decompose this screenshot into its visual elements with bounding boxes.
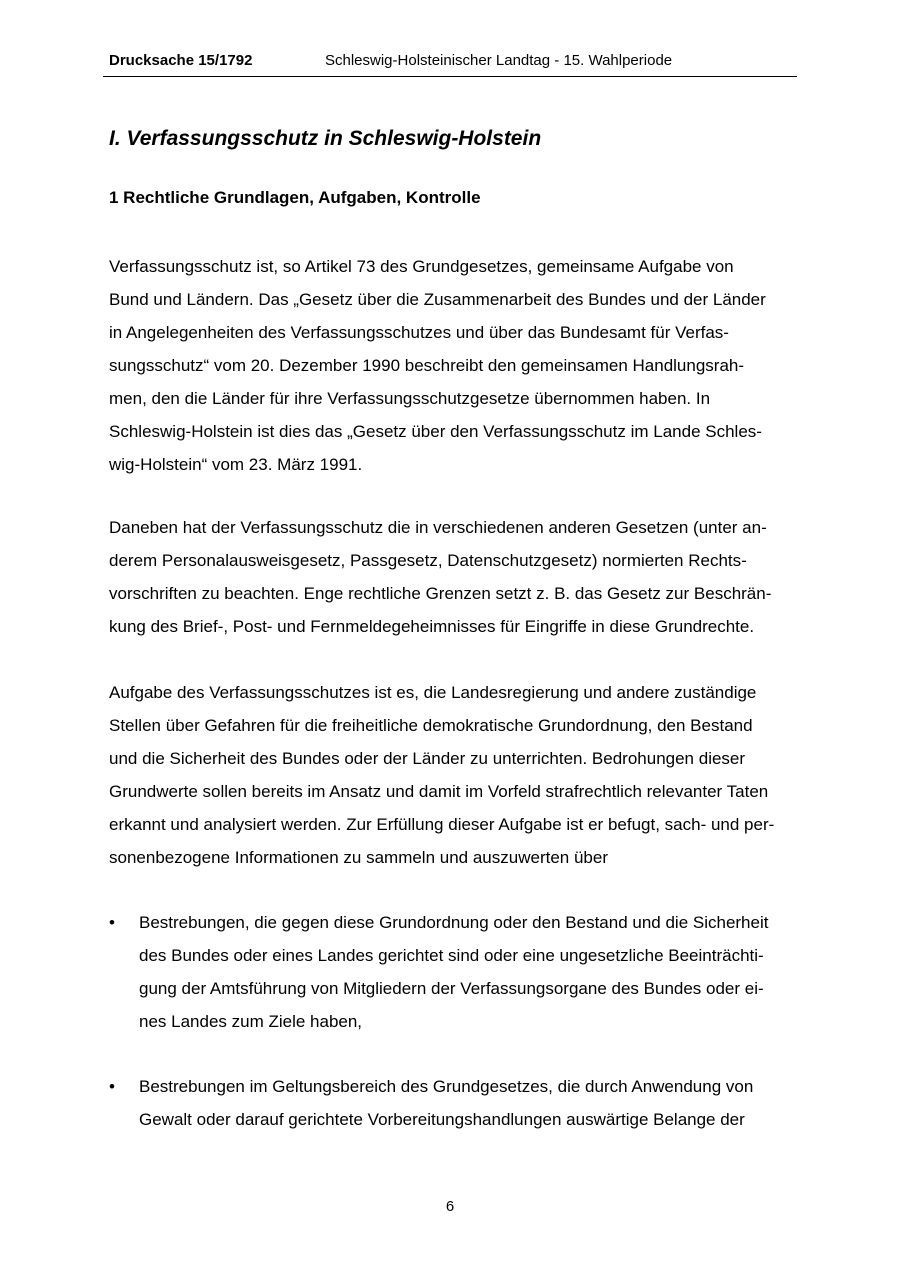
text-line: vorschriften zu beachten. Enge rechtliche Grenzen setzt z. B. das Gesetz zur Beschrän- bbox=[109, 584, 772, 603]
text-line: Stellen über Gefahren für die freiheitliche demokratische Grundordnung, den Bestand bbox=[109, 716, 753, 735]
text-line: Bund und Ländern. Das „Gesetz über die Zusammenarbeit des Bundes und der Länder bbox=[109, 290, 766, 309]
section-heading: I. Verfassungsschutz in Schleswig-Holstein bbox=[109, 127, 542, 150]
text-line: sonenbezogene Informationen zu sammeln und auszuwerten über bbox=[109, 848, 608, 867]
bullet-marker: • bbox=[109, 913, 115, 932]
parliament-title: Schleswig-Holsteinischer Landtag - 15. Wahlperiode bbox=[325, 52, 673, 69]
text-line: derem Personalausweisgesetz, Passgesetz, Datenschutzgesetz) normierten Rechts- bbox=[109, 551, 747, 570]
text-line: Verfassungsschutz ist, so Artikel 73 des Grundgesetzes, gemeinsame Aufgabe von bbox=[109, 257, 734, 276]
bullet-marker: • bbox=[109, 1077, 115, 1096]
text-line: wig-Holstein“ vom 23. März 1991. bbox=[109, 455, 363, 474]
text-line: Gewalt oder darauf gerichtete Vorbereitungshandlungen auswärtige Belange der bbox=[139, 1110, 745, 1129]
text-line: nes Landes zum Ziele haben, bbox=[139, 1012, 363, 1031]
page-header bbox=[103, 52, 797, 77]
text-line: und die Sicherheit des Bundes oder der Länder zu unterrichten. Bedrohungen dieser bbox=[109, 749, 746, 768]
text-line: in Angelegenheiten des Verfassungsschutzes und über das Bundesamt für Verfas- bbox=[109, 323, 729, 342]
text-line: gung der Amtsführung von Mitgliedern der Verfassungsorgane des Bundes oder ei- bbox=[139, 979, 764, 998]
text-line: erkannt und analysiert werden. Zur Erfüllung dieser Aufgabe ist er befugt, sach- und per- bbox=[109, 815, 775, 834]
text-line: Grundwerte sollen bereits im Ansatz und damit im Vorfeld strafrechtlich relevanter Taten bbox=[109, 782, 769, 801]
text-line: Bestrebungen, die gegen diese Grundordnung oder den Bestand und die Sicherheit bbox=[139, 913, 769, 932]
text-line: sungsschutz“ vom 20. Dezember 1990 beschreibt den gemeinsamen Handlungsrah- bbox=[109, 356, 745, 375]
text-line: des Bundes oder eines Landes gerichtet sind oder eine ungesetzliche Beeinträchti- bbox=[139, 946, 764, 965]
page-number: 6 bbox=[445, 1198, 455, 1215]
document-number: Drucksache 15/1792 bbox=[109, 52, 253, 69]
paragraph-3 bbox=[109, 676, 799, 874]
paragraph-2 bbox=[109, 511, 799, 643]
text-line: kung des Brief-, Post- und Fernmeldegeheimnisses für Eingriffe in diese Grundrechte. bbox=[109, 617, 755, 636]
text-line: Bestrebungen im Geltungsbereich des Grundgesetzes, die durch Anwendung von bbox=[139, 1077, 754, 1096]
text-line: Schleswig-Holstein ist dies das „Gesetz über den Verfassungsschutz im Lande Schles- bbox=[109, 422, 762, 441]
subsection-heading: 1 Rechtliche Grundlagen, Aufgaben, Kontrolle bbox=[109, 188, 481, 207]
paragraph-1 bbox=[109, 250, 799, 481]
text-line: Aufgabe des Verfassungsschutzes ist es, die Landesregierung und andere zuständige bbox=[109, 683, 757, 702]
text-line: Daneben hat der Verfassungsschutz die in verschiedenen anderen Gesetzen (unter an- bbox=[109, 518, 767, 537]
text-line: men, den die Länder für ihre Verfassungsschutzgesetze übernommen haben. In bbox=[109, 389, 711, 408]
